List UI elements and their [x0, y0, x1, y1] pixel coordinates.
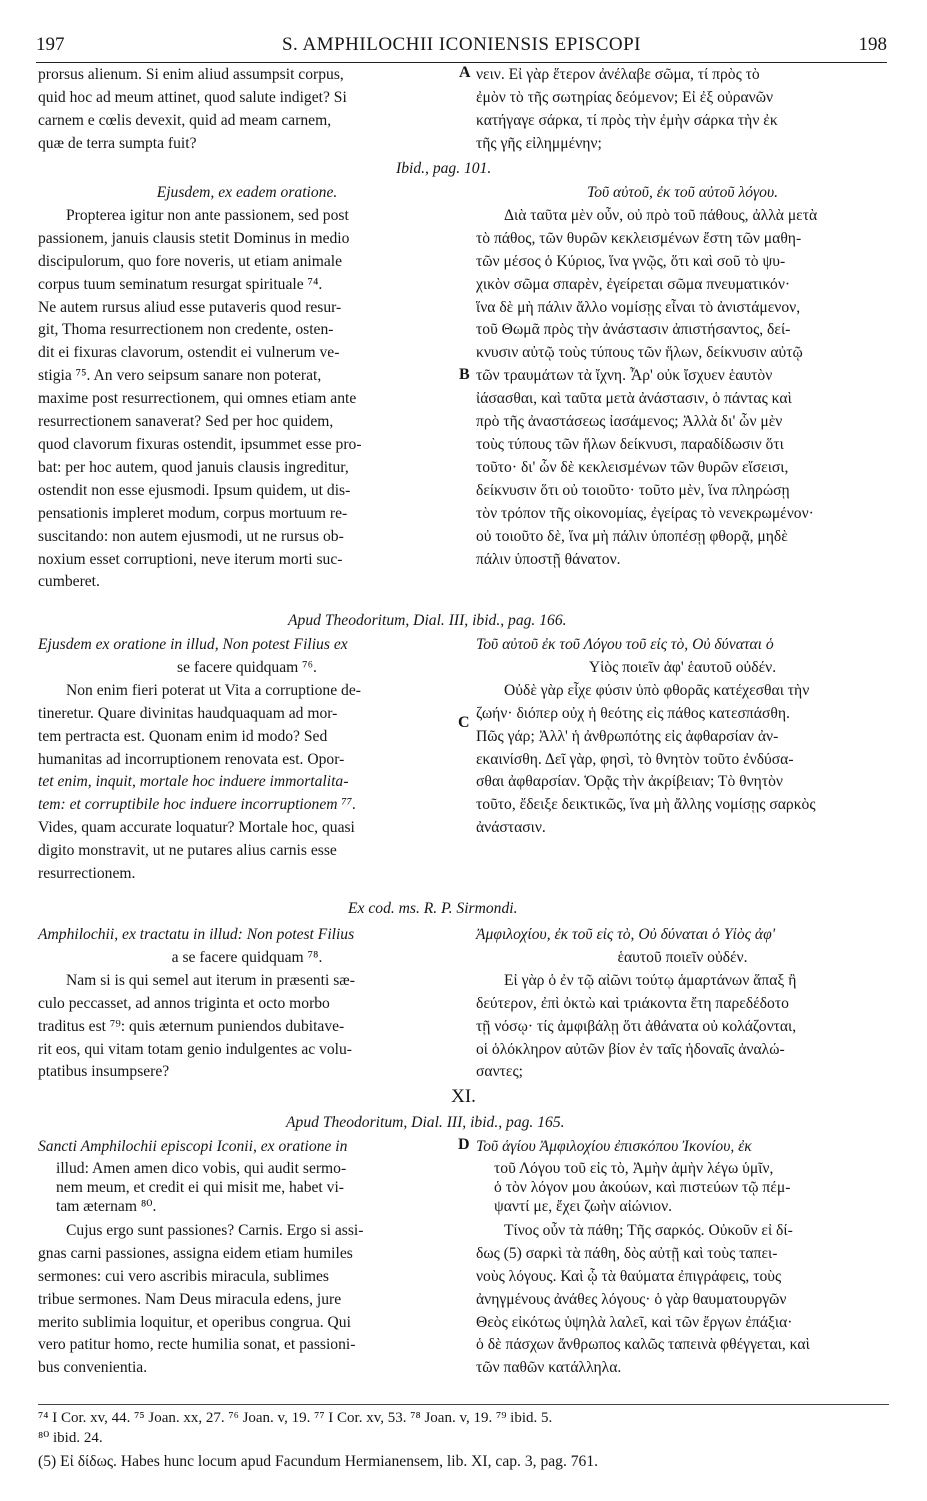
source-reference: Apud Theodoritum, Dial. III, ibid., pag. 165. [286, 1114, 565, 1131]
text-line: cumberet. [38, 573, 100, 591]
running-header [36, 34, 887, 58]
footnote-line: ⁷⁴ I Cor. xv, 44. ⁷⁵ Joan. xx, 27. ⁷⁶ Joan. v, 19. ⁷⁷ I Cor. xv, 53. ⁷⁸ Joan. v, 19. ⁷⁹ ibid. 5. [38, 1410, 553, 1426]
margin-letter-a: A [459, 64, 471, 81]
text-line: δείκνυσιν ὅτι οὐ τοιοῦτο· τοῦτο μὲν, ἵνα πληρώσῃ [476, 481, 790, 499]
section-heading-cont: ἑαυτοῦ ποιεῖν οὐδέν. [617, 948, 748, 966]
text-line: Nam si is qui semel aut iterum in præsenti sæ- [66, 971, 355, 989]
greek-column-block4 [476, 924, 889, 1084]
text-line: πρὸ τῆς ἀναστάσεως ἰασάμενος; Ἀλλὰ δι' ὧν μὲν [476, 413, 783, 431]
section-heading-cont: illud: Amen amen dico vobis, qui audit sermo- [56, 1159, 347, 1177]
margin-letter-b: B [459, 366, 470, 383]
latin-column-block4 [38, 924, 456, 1084]
section-heading-cont: ψαντί με, ἔχει ζωὴν αἰώνιον. [494, 1197, 673, 1215]
latin-column-block3 [38, 634, 456, 886]
text-line: corpus tuum seminatum resurgat spirituale ⁷⁴. [38, 275, 323, 293]
text-line: sermones: cui vero ascribis miracula, sublimes [38, 1267, 330, 1285]
text-line: carnem e cœlis devexit, quid ad meam carnem, [38, 111, 332, 129]
greek-column-block1 [476, 64, 889, 156]
text-line: digito monstravit, ut ne putares alius carnis esse [38, 842, 337, 860]
text-line: δως (5) σαρκὶ τὰ πάθη, δὸς αὐτῇ καὶ τοὺς ταπει- [476, 1244, 778, 1262]
text-line: bat: per hoc autem, quod januis clausis ingreditur, [38, 458, 349, 476]
footnote-line: ⁸⁰ ibid. 24. [38, 1430, 103, 1446]
text-line: maxime post resurrectionem, qui omnes etiam ante [38, 390, 357, 408]
text-line: τοῦτο, ἔδειξε δεικτικῶς, ἵνα μὴ ἄλλης νομίσῃς σαρκὸς [476, 796, 816, 814]
text-line: prorsus alienum. Si enim aliud assumpsit corpus, [38, 66, 344, 83]
source-reference: Ibid., pag. 101. [396, 160, 492, 177]
running-title: S. AMPHILOCHII ICONIENSIS EPISCOPI [281, 34, 642, 55]
margin-letter-d: D [458, 1136, 470, 1153]
text-line: tem: et corruptibile hoc induere incorruptionem ⁷⁷. [38, 796, 357, 814]
text-line: stigia ⁷⁵. An vero seipsum sanare non poterat, [38, 367, 322, 385]
text-line: οἱ ὁλόκληρον αὐτῶν βίον ἐν ταῖς ἡδοναῖς ἀναλώ- [476, 1040, 785, 1058]
text-line: εκαινίσθη. Δεῖ γὰρ, φησὶ, τὸ θνητὸν τοῦτο ἐνδύσα- [476, 750, 794, 768]
greek-column-block2 [476, 182, 889, 571]
latin-column-block5 [38, 1136, 456, 1380]
text-line: τοῦτο· δι' ὧν δὲ κεκλεισμένων τῶν θυρῶν εἴσεισι, [476, 458, 789, 476]
source-reference: Ex cod. ms. R. P. Sirmondi. [348, 900, 518, 917]
text-line: τοῦ Θωμᾶ πρὸς τὴν ἀνάστασιν ἀπιστήσαντος, δεί- [476, 321, 791, 339]
text-line: culo peccasset, ad annos triginta et octo morbo [38, 994, 330, 1012]
section-heading-cont: se facere quidquam ⁷⁶. [177, 658, 317, 676]
text-line: χικὸν σῶμα σπαρὲν, ἐγείρεται σῶμα πνευματικόν· [476, 275, 791, 293]
text-line: Θεὸς εἰκότως ὑψηλὰ λαλεῖ, καὶ τῶν ἔργων ἐπάξια· [476, 1313, 793, 1331]
text-line: τὸ πάθος, τῶν θυρῶν κεκλεισμένων ἔστη τῶν μαθη- [476, 229, 802, 247]
text-line: git, Thoma resurrectionem non credente, osten- [38, 321, 334, 339]
page-number-right: 198 [858, 34, 887, 55]
text-line: humanitas ad incorruptionem renovata est. Opor- [38, 750, 345, 768]
greek-column-block3 [476, 634, 889, 840]
text-line: Τίνος οὖν τὰ πάθη; Τῆς σαρκός. Οὐκοῦν εἰ δί- [504, 1221, 793, 1239]
text-line: traditus est ⁷⁹: quis æternum puniendos dubitave- [38, 1017, 345, 1035]
section-number: XI. [451, 1086, 476, 1107]
text-line: τῇ νόσῳ· τίς ἀμφιβάλῃ ὅτι ἀθάνατα οὐ κολάζονται, [476, 1017, 797, 1035]
text-line: quid hoc ad meum attinet, quod salute indiget? Si [38, 88, 347, 106]
text-line: quæ de terra sumpta fuit? [38, 134, 197, 152]
greek-column-block5 [476, 1136, 889, 1380]
text-line: passionem, januis clausis stetit Dominus in medio [38, 229, 350, 247]
text-line: gnas carni passiones, assigna eidem etiam humiles [38, 1244, 353, 1262]
latin-column-block1 [38, 64, 456, 156]
section-heading: Ejusdem, ex eadem oratione. [156, 184, 338, 201]
text-line: σαντες; [476, 1063, 523, 1081]
text-line: resurrectionem sanaverat? Sed per hoc quidem, [38, 413, 334, 431]
latin-column-block2 [38, 182, 456, 594]
text-line: τῶν μέσος ὁ Κύριος, ἵνα γνῷς, ὅτι καὶ σοῦ τὸ ψυ- [476, 252, 786, 270]
text-line: Non enim fieri poterat ut Vita a corruptione de- [66, 681, 361, 699]
text-line: ἐμὸν τὸ τῆς σωτηρίας δεόμενον; Εἰ ἐξ οὐρανῶν [476, 88, 774, 106]
section-heading-cont: tam æternam ⁸⁰. [56, 1197, 157, 1215]
text-line: ὁ δὲ πάσχων ἄνθρωπος καλῶς ταπεινὰ φθέγγεται, καὶ [476, 1336, 810, 1354]
section-heading: Amphilochii, ex tractatu in illud: Non potest Filius [38, 926, 355, 943]
section-heading: Τοῦ αὐτοῦ, ἐκ τοῦ αὐτοῦ λόγου. [586, 184, 779, 201]
text-line: suscitando: non autem ejusmodi, ut ne rursus ob- [38, 527, 344, 545]
text-line: tineretur. Quare divinitas haudquaquam ad mor- [38, 704, 338, 722]
section-heading-cont: Υἱὸς ποιεῖν ἀφ' ἑαυτοῦ οὐδέν. [588, 658, 777, 676]
text-line: Cujus ergo sunt passiones? Carnis. Ergo si assi- [66, 1221, 364, 1239]
section-heading: Τοῦ αὐτοῦ ἐκ τοῦ Λόγου τοῦ εἰς τὸ, Οὐ δύναται ὁ [476, 636, 774, 653]
section-heading-cont: τοῦ Λόγου τοῦ εἰς τὸ, Ἀμὴν ἀμὴν λέγω ὑμῖν, [494, 1159, 774, 1177]
text-line: discipulorum, quo fore noveris, ut etiam animale [38, 252, 343, 270]
source-reference: Apud Theodoritum, Dial. III, ibid., pag. 166. [288, 612, 567, 629]
text-line: Διὰ ταῦτα μὲν οὖν, οὐ πρὸ τοῦ πάθους, ἀλλὰ μετὰ [504, 206, 818, 224]
footnote-rule [38, 1404, 889, 1405]
section-heading: Ἀμφιλοχίου, ἐκ τοῦ εἰς τὸ, Οὐ δύναται ὁ Υἱὸς ἀφ' [476, 926, 776, 943]
text-line: pensationis impleret modum, corpus mortuum re- [38, 504, 348, 522]
text-line: κατήγαγε σάρκα, τί πρὸς τὴν ἐμὴν σάρκα τὴν ἐκ [476, 111, 778, 129]
text-line: τῶν παθῶν κατάλληλα. [476, 1359, 622, 1377]
section-heading: Sancti Amphilochii episcopi Iconii, ex oratione in [38, 1138, 348, 1155]
text-line: Πῶς γάρ; Ἀλλ' ἡ ἀνθρωπότης εἰς ἀφθαρσίαν ἀν- [476, 727, 779, 745]
text-line: dit ei fixuras clavorum, ostendit ei vulnerum ve- [38, 344, 340, 362]
text-line: ζωήν· διόπερ οὐχ ἡ θεότης εἰς πάθος κατεσπάσθη. [476, 704, 790, 722]
section-heading-cont: ὁ τὸν λόγον μου ἀκούων, καὶ πιστεύων τῷ πέμ- [494, 1178, 791, 1196]
text-line: resurrectionem. [38, 865, 136, 883]
footnote-line: (5) Εἰ δίδως. Habes hunc locum apud Facundum Hermianensem, lib. XI, cap. 3, pag. 761. [38, 1453, 599, 1470]
section-heading-cont: nem meum, et credit ei qui misit me, habet vi- [56, 1178, 344, 1196]
text-line: vero patitur homo, recte humilia sonat, et passioni- [38, 1336, 356, 1354]
text-line: ἰάσασθαι, καὶ ταῦτα μετὰ ἀνάστασιν, ὁ πάντας καὶ [476, 390, 792, 408]
text-line: Propterea igitur non ante passionem, sed post [66, 206, 349, 224]
text-line: ptatibus insumpsere? [38, 1063, 170, 1081]
header-rule [36, 62, 887, 63]
text-line: τοὺς τύπους τῶν ἥλων δείκνυσι, παραδίδωσιν ὅτι [476, 435, 784, 453]
text-line: Οὐδὲ γὰρ εἶχε φύσιν ὑπὸ φθορᾶς κατέχεσθαι τὴν [504, 681, 810, 699]
text-line: νειν. Εἰ γὰρ ἕτερον ἀνέλαβε σῶμα, τί πρὸς τὸ [476, 66, 760, 83]
text-line: tribue sermones. Nam Deus miracula edens, jure [38, 1290, 342, 1308]
text-line: σθαι ἀφθαρσίαν. Ὁρᾷς τὴν ἀκρίβειαν; Τὸ θνητὸν [476, 773, 783, 791]
text-line: noxium esset corruptioni, neve iterum morti suc- [38, 550, 343, 568]
text-line: τῆς γῆς εἰλημμένην; [476, 134, 602, 152]
text-line: νοὺς λόγους. Καὶ ᾧ τὰ θαύματα ἐπιγράφεις, τοὺς [476, 1267, 782, 1285]
text-line: τῶν τραυμάτων τὰ ἴχνη. Ἆρ' οὐκ ἴσχυεν ἑαυτὸν [476, 367, 773, 385]
text-line: tem pertracta est. Quonam enim id modo? Sed [38, 727, 328, 745]
text-line: κνυσιν αὐτῷ τοὺς τύπους τῶν ἥλων, δείκνυσιν αὐτῷ [476, 344, 803, 362]
text-line: Vides, quam accurate loquatur? Mortale hoc, quasi [38, 819, 355, 837]
text-line: Εἰ γὰρ ὁ ἐν τῷ αἰῶνι τούτῳ ἁμαρτάνων ἅπαξ ἢ [504, 971, 797, 989]
section-heading-cont: a se facere quidquam ⁷⁸. [171, 948, 323, 966]
text-line: rit eos, qui vitam totam genio indulgentes ac volu- [38, 1040, 352, 1058]
margin-letter-c: C [458, 714, 470, 731]
section-heading: Τοῦ ἁγίου Ἀμφιλοχίου ἐπισκόπου Ἰκονίου, ἐκ [476, 1138, 752, 1155]
text-line: ostendit non esse ejusmodi. Ipsum quidem, ut dis- [38, 481, 351, 499]
page-number-left: 197 [36, 34, 65, 55]
text-line: tet enim, inquit, mortale hoc induere immortalita- [38, 773, 349, 791]
text-line: τὸν τρόπον τῆς οἰκονομίας, ἐγείρας τὸ νενεκρωμένον· [476, 504, 814, 522]
text-line: δεύτερον, ἐπὶ ὀκτὼ καὶ τριάκοντα ἔτη παρεδέδοτο [476, 994, 789, 1012]
section-heading: Ejusdem ex oratione in illud, Non potest Filius ex [38, 636, 348, 653]
text-line: Ne autem rursus aliud esse putaveris quod resur- [38, 298, 342, 316]
text-line: ἀνηγμένους ἀνάθες λόγους· ὁ γὰρ θαυματουργῶν [476, 1290, 787, 1308]
text-line: οὐ τοιοῦτο δὲ, ἵνα μὴ πάλιν ὑποπέσῃ φθορᾷ, μηδὲ [476, 527, 788, 545]
text-line: merito sublimia loquitur, et operibus congrua. Qui [38, 1313, 351, 1331]
text-line: πάλιν ὑποστῇ θάνατον. [476, 550, 621, 568]
text-line: ἀνάστασιν. [476, 819, 546, 837]
text-line: bus convenientia. [38, 1359, 148, 1377]
text-line: quod clavorum fixuras ostendit, ipsummet esse pro- [38, 435, 362, 453]
text-line: ἵνα δὲ μὴ πάλιν ἄλλο νομίσῃς εἶναι τὸ ἀνιστάμενον, [476, 298, 801, 316]
